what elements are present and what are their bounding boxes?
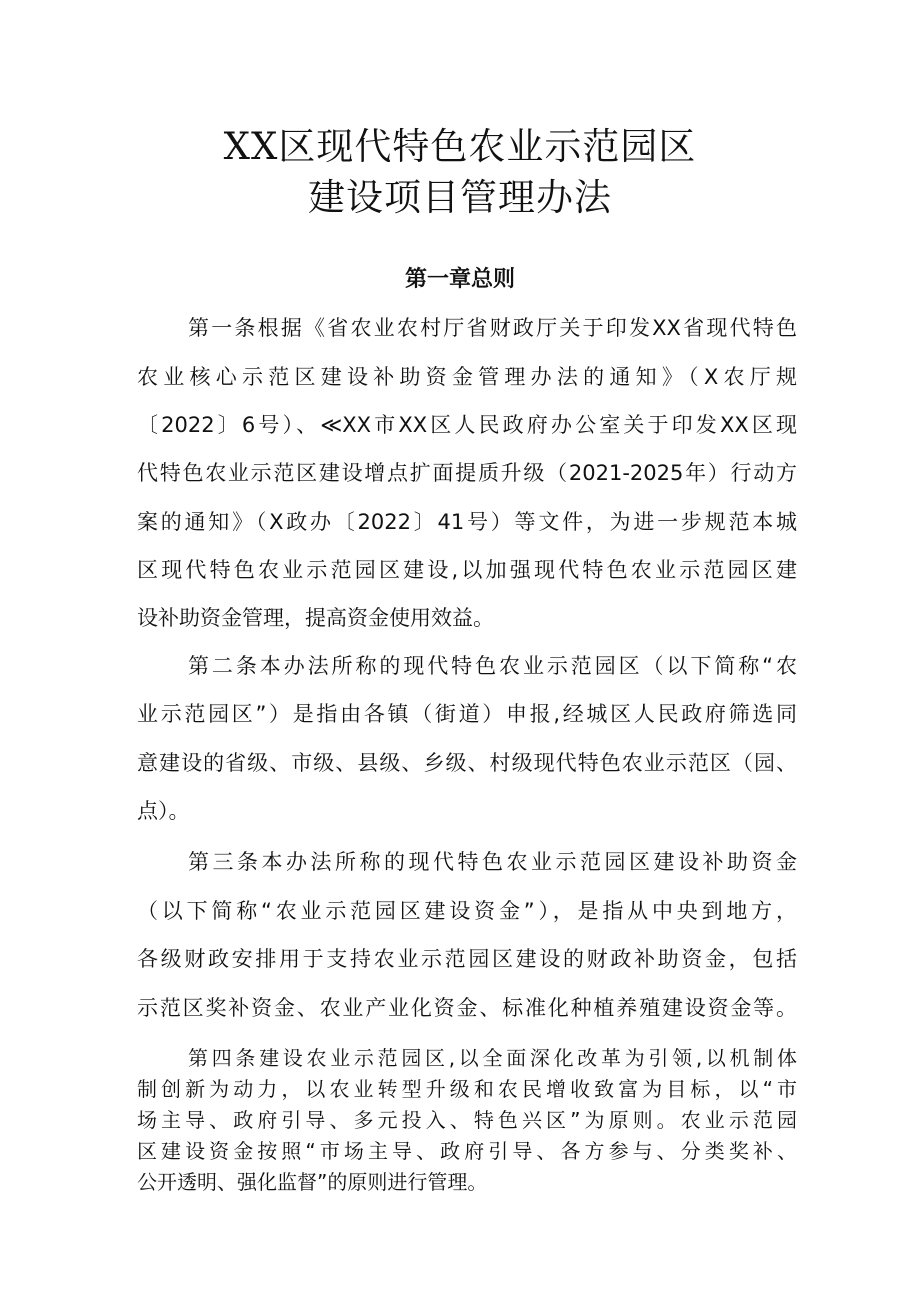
document-title-line-1: XX区现代特色农业示范园区 [223,125,697,168]
paragraph-line: 公开透明、强化监督”的原则进行管理。 [137,1170,488,1194]
paragraph-line: （以下简称“农业示范园区建设资金”），是指从中央到地方， [137,899,797,923]
paragraph-line: 各级财政安排用于支持农业示范园区建设的财政补助资金，包括 [137,947,797,971]
paragraph-line: 第二条本办法所称的现代特色农业示范园区（以下简称“农 [188,654,797,678]
chapter-heading: 第一章总则 [404,267,515,292]
paragraph-line: 第三条本办法所称的现代特色农业示范园区建设补助资金 [188,850,797,874]
paragraph-line: 业示范园区”）是指由各镇（街道）申报,经城区人民政府筛选同 [137,702,797,726]
paragraph-line: 设补助资金管理，提高资金使用效益。 [137,606,494,630]
paragraph-line: 案的通知》（X政办〔2022〕41号）等文件，为进一步规范本城 [137,510,797,534]
paragraph-line: 代特色农业示范区建设增点扩面提质升级（2021-2025年）行动方 [137,461,797,485]
paragraph-line: 农业核心示范区建设补助资金管理办法的通知》（X农厅规 [137,365,797,389]
paragraph-line: 区现代特色农业示范园区建设,以加强现代特色农业示范园区建 [137,558,797,582]
paragraph-line: 区建设资金按照“市场主导、政府引导、各方参与、分类奖补、 [137,1139,797,1163]
document-title-line-2: 建设项目管理办法 [308,176,612,219]
paragraph-line: 意建设的省级、市级、县级、乡级、村级现代特色农业示范区（园、 [137,751,797,775]
paragraph-line: 点）。 [137,799,190,823]
paragraph-line: 第一条根据《省农业农村厅省财政厅关于印发XX省现代特色 [188,316,797,340]
paragraph-line: 制创新为动力，以农业转型升级和农民增收致富为目标，以“市 [137,1077,797,1101]
paragraph-line: 〔2022〕6号）、≪XX市XX区人民政府办公室关于印发XX区现 [137,413,797,437]
paragraph-line: 第四条建设农业示范园区,以全面深化改革为引领,以机制体 [188,1046,797,1070]
paragraph-line: 示范区奖补资金、农业产业化资金、标准化种植养殖建设资金等。 [137,996,797,1020]
paragraph-line: 场主导、政府引导、多元投入、特色兴区”为原则。农业示范园 [137,1108,797,1132]
